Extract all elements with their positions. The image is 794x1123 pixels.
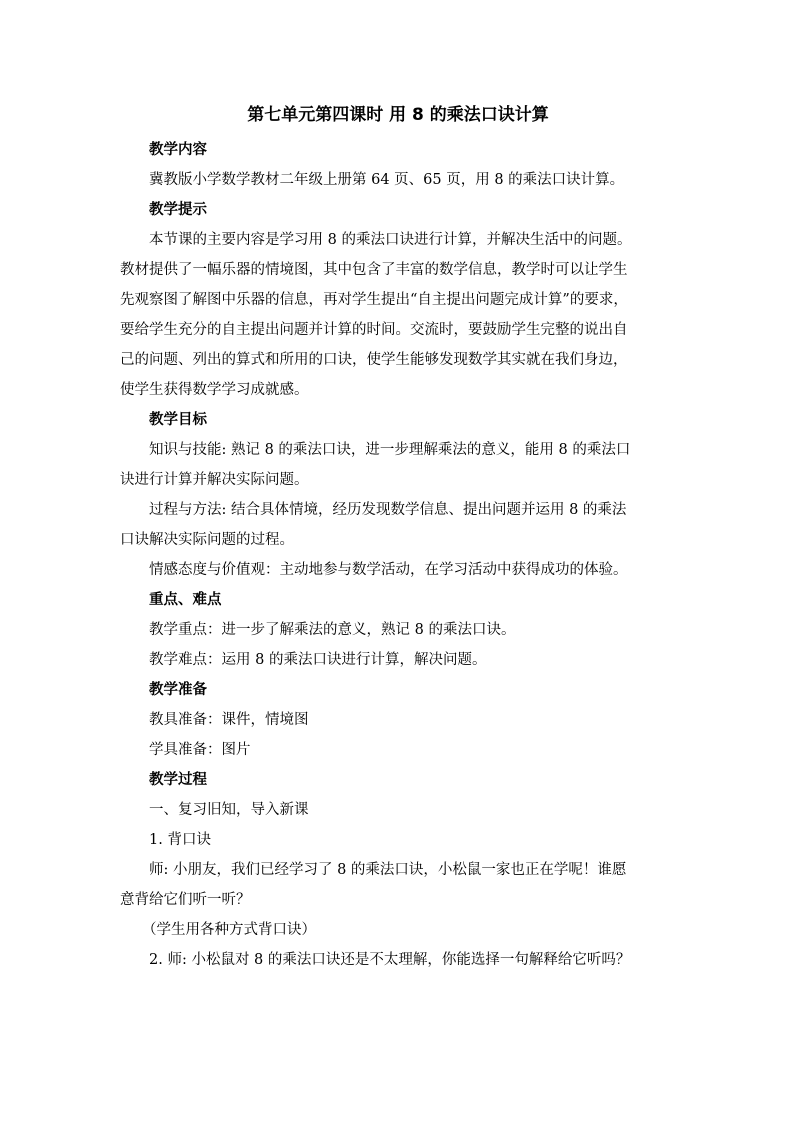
process-item-1-note: （学生用各种方式背口诀） <box>142 922 316 938</box>
process-item-1-dialog <box>120 855 676 915</box>
hint-line: 本节课的主要内容是学习用 8 的乘法口诀进行计算，并解决生活中的问题。 <box>149 232 632 248</box>
heading-content: 教学内容 <box>149 142 207 158</box>
process-item-1: 1. 背口诀 <box>149 832 211 848</box>
key-point-text: 教学重点：进一步了解乘法的意义，熟记 8 的乘法口诀。 <box>149 622 516 638</box>
content-text: 冀教版小学数学教材二年级上册第 64 页、65 页，用 8 的乘法口诀计算。 <box>149 172 625 188</box>
hint-paragraph <box>120 225 676 405</box>
hint-line: 教材提供了一幅乐器的情境图，其中包含了丰富的数学信息，教学时可以让学生 <box>120 262 628 278</box>
goal-process-line: 口诀解决实际问题的过程。 <box>120 532 294 548</box>
goal-process <box>120 495 676 555</box>
heading-goals: 教学目标 <box>149 412 207 428</box>
goal-knowledge-line: 诀进行计算并解决实际问题。 <box>120 472 309 488</box>
hint-line: 要给学生充分的自主提出问题并计算的时间。交流时，要鼓励学生完整的说出自 <box>120 322 628 338</box>
heading-hint: 教学提示 <box>149 202 207 218</box>
difficulty-text: 教学难点：运用 8 的乘法口诀进行计算，解决问题。 <box>149 652 487 668</box>
dialog-line: 师: 小朋友，我们已经学习了 8 的乘法口诀，小松鼠一家也正在学呢！谁愿 <box>149 862 627 878</box>
dialog-line: 意背给它们听一听？ <box>120 892 251 908</box>
process-step-1: 一、复习旧知，导入新课 <box>149 802 309 818</box>
goal-knowledge <box>120 435 676 495</box>
process-item-2: 2. 师: 小松鼠对 8 的乘法口诀还是不太理解，你能选择一句解释给它听吗？ <box>149 952 631 968</box>
hint-line: 先观察图了解图中乐器的信息，再对学生提出“自主提出问题完成计算”的要求， <box>120 292 628 308</box>
heading-process: 教学过程 <box>149 772 207 788</box>
goal-emotion: 情感态度与价值观：主动地参与数学活动，在学习活动中获得成功的体验。 <box>149 562 628 578</box>
goal-process-line: 过程与方法: 结合具体情境，经历发现数学信息、提出问题并运用 8 的乘法 <box>149 502 627 518</box>
hint-line: 己的问题、列出的算式和所用的口诀，使学生能够发现数学其实就在我们身边， <box>120 352 628 368</box>
document-title: 第七单元第四课时 用 8 的乘法口诀计算 <box>247 105 549 125</box>
heading-preparation: 教学准备 <box>149 682 207 698</box>
goal-knowledge-line: 知识与技能: 熟记 8 的乘法口诀，进一步理解乘法的意义，能用 8 的乘法口 <box>149 442 631 458</box>
student-preparation: 学具准备：图片 <box>149 742 251 758</box>
document-page <box>120 100 676 975</box>
teacher-preparation: 教具准备：课件，情境图 <box>149 712 309 728</box>
heading-key-points: 重点、难点 <box>149 592 222 608</box>
hint-line: 使学生获得数学学习成就感。 <box>120 382 309 398</box>
